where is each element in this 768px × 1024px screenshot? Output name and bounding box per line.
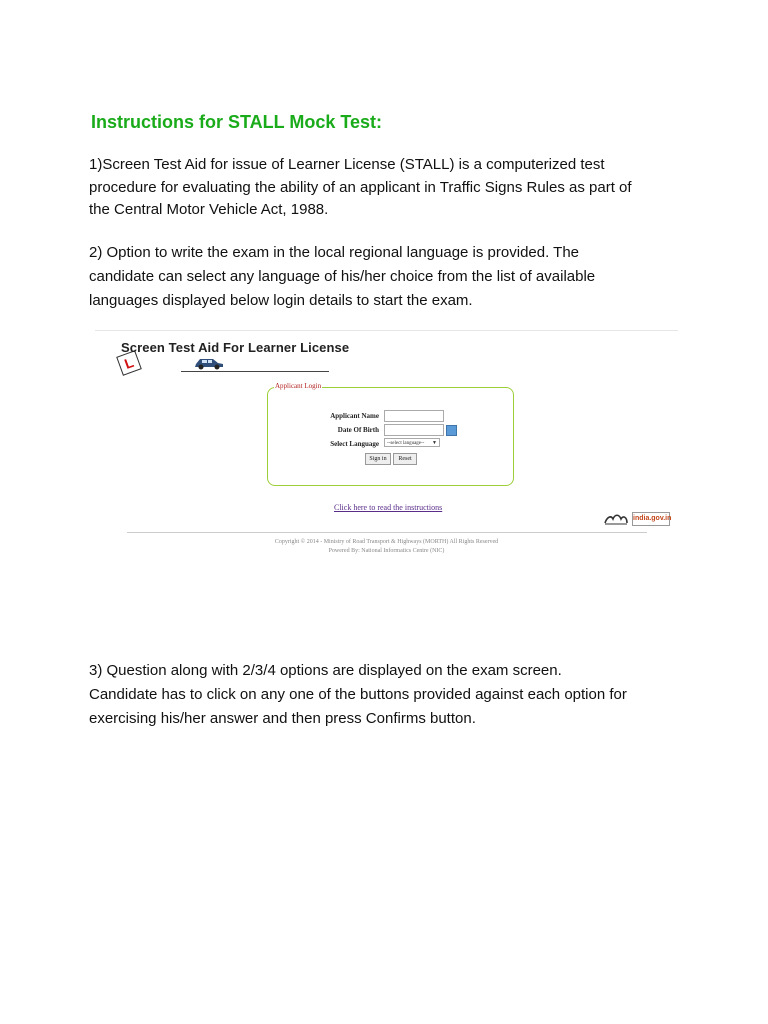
language-select[interactable]: [384, 438, 440, 447]
paragraph-3-line: exercising his/her answer and then press Confirms button.: [89, 710, 476, 727]
sign-in-button[interactable]: Sign in: [365, 453, 391, 465]
paragraph-1-line: the Central Motor Vehicle Act, 1988.: [89, 201, 329, 218]
login-legend: Applicant Login: [275, 382, 322, 390]
instructions-link[interactable]: Click here to read the instructions: [334, 503, 443, 512]
footer-copyright: Copyright © 2014 - Ministry of Road Transport & Highways (MORTH) All Rights Reserved: [274, 539, 499, 545]
reset-button[interactable]: Reset: [393, 453, 417, 465]
paragraph-1-line: 1)Screen Test Aid for issue of Learner License (STALL) is a computerized test: [89, 156, 605, 173]
paragraph-2-line: 2) Option to write the exam in the local regional language is provided. The: [89, 244, 580, 261]
paragraph-1: [89, 154, 689, 222]
emblem-icon: [603, 511, 629, 527]
embedded-screenshot: [95, 330, 678, 584]
paragraph-2-line: languages displayed below login details to start the exam.: [89, 292, 473, 309]
date-of-birth-label: Date Of Birth: [337, 426, 379, 434]
button-row: [268, 453, 513, 467]
india-gov-logo[interactable]: india.gov.in: [632, 512, 670, 526]
gov-emblem-logo: [603, 511, 631, 527]
paragraph-2: [89, 241, 689, 313]
chevron-down-icon: ▼: [432, 441, 437, 446]
car-icon: [193, 354, 225, 370]
applicant-name-row: [268, 410, 513, 424]
footer-powered-by: Powered By: National Informatics Centre (NIC): [328, 548, 445, 554]
paragraph-2-line: candidate can select any language of his/her choice from the list of available: [89, 268, 596, 285]
applicant-name-label: Applicant Name: [330, 412, 379, 420]
date-of-birth-input[interactable]: [384, 424, 444, 436]
paragraph-3-line: Candidate has to click on any one of the buttons provided against each option for: [89, 686, 627, 703]
applicant-name-input[interactable]: [384, 410, 444, 422]
page-heading: Instructions for STALL Mock Test:: [91, 112, 383, 132]
paragraph-1-line: procedure for evaluating the ability of an applicant in Traffic Signs Rules as part of: [89, 178, 632, 196]
applicant-login-box: [267, 382, 514, 486]
select-language-label: Select Language: [330, 440, 379, 448]
paragraph-3-line: 3) Question along with 2/3/4 options are displayed on the exam screen.: [89, 662, 562, 679]
paragraph-3: [89, 659, 689, 731]
language-select-value: --select language--: [387, 441, 425, 446]
title-underline: [181, 371, 329, 372]
l-plate-letter: L: [122, 354, 136, 372]
footer-divider: [127, 532, 647, 533]
date-of-birth-row: [268, 424, 513, 438]
select-language-row: [268, 438, 513, 452]
app-title: Screen Test Aid For Learner License: [121, 340, 350, 355]
calendar-icon[interactable]: [446, 425, 457, 436]
